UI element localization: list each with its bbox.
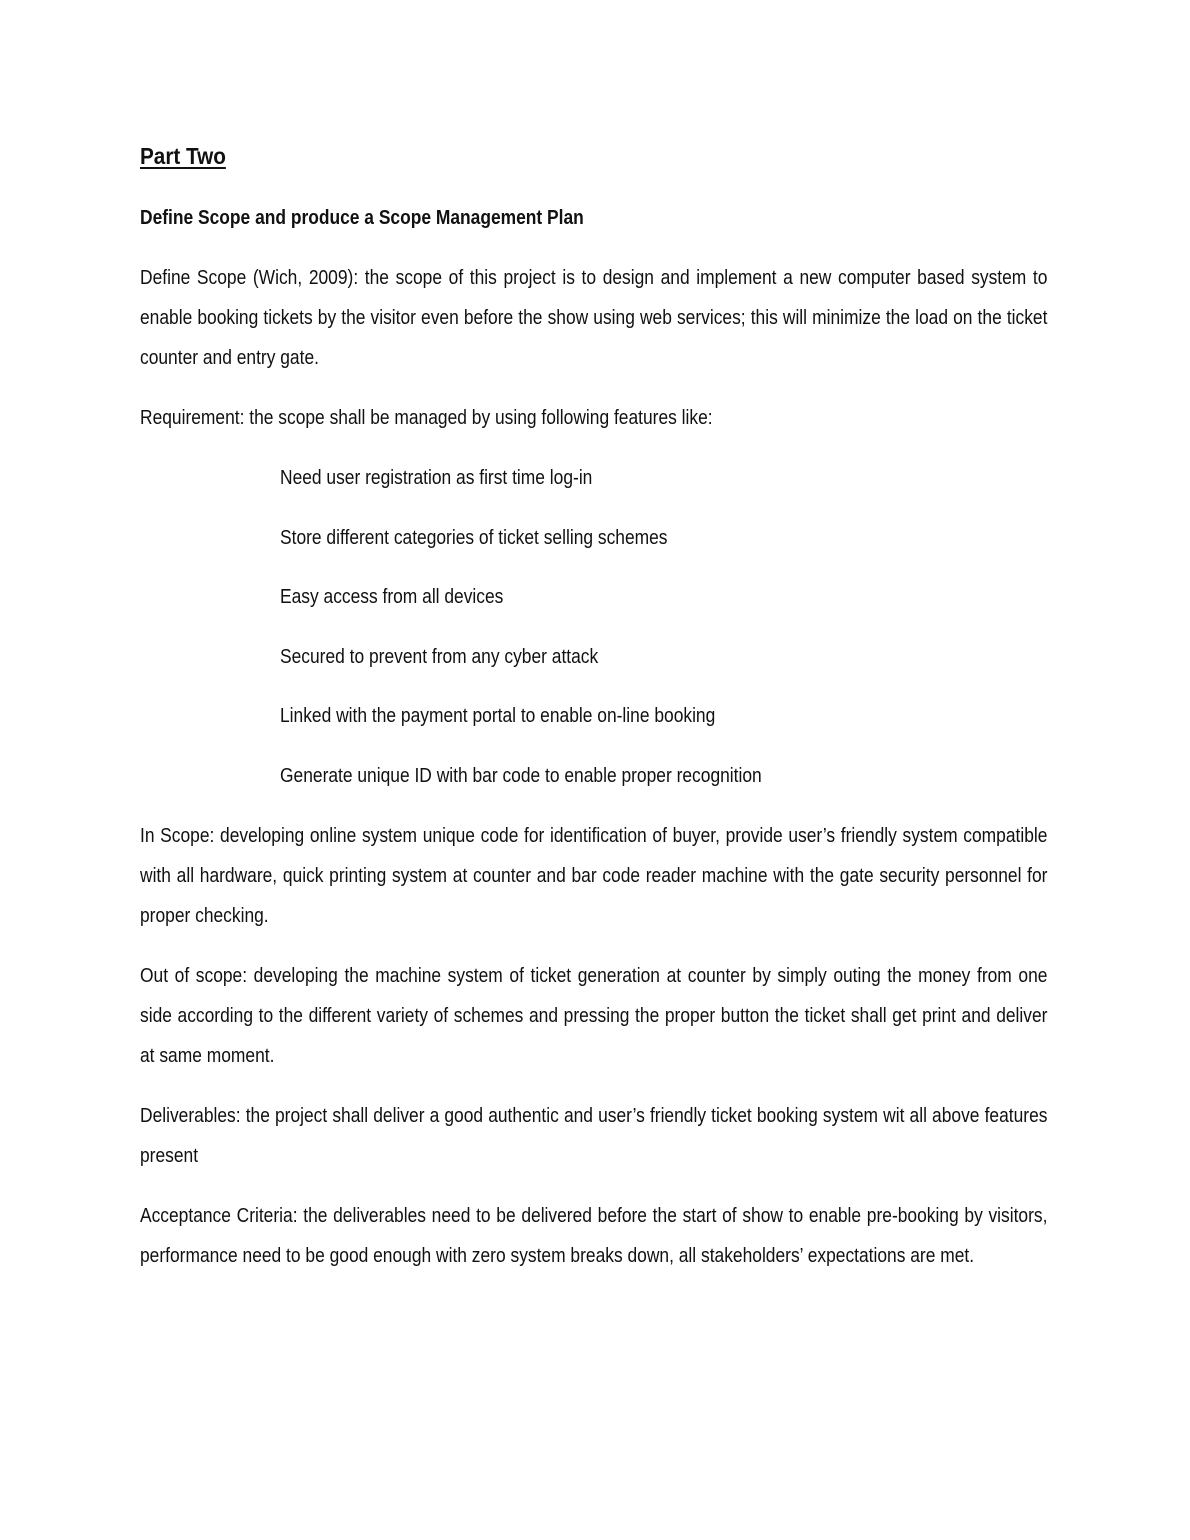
out-of-scope-paragraph [140,956,1047,1076]
list-item: Need user registration as first time log-in [280,467,593,489]
list-item: Secured to prevent from any cyber attack [280,645,599,668]
define-scope-paragraph [140,258,1047,378]
deliverables-text: Deliverables: the project shall deliver a good authentic and user’s friendly ticket booking system wit all above features present [140,1104,1048,1167]
part-title: Part Two [140,143,226,169]
list-item: Easy access from all devices [280,586,504,609]
in-scope-paragraph [140,816,1047,936]
list-item: Linked with the payment portal to enable on-line booking [280,705,716,728]
list-item: Store different categories of ticket selling schemes [280,526,668,549]
section-heading: Define Scope and produce a Scope Management Plan [140,207,584,229]
acceptance-criteria-text: Acceptance Criteria: the deliverables need to be delivered before the start of show to enable pre-booking by visitors, performance need to be good enough with zero system breaks down, all stakeholders’ expectations are met. [140,1204,1048,1267]
in-scope-text: In Scope: developing online system unique code for identification of buyer, provide user’s friendly system compatible with all hardware, quick printing system at counter and bar code reader machine with the gate security personnel for proper checking. [140,824,1048,927]
document-page [140,138,1047,1276]
requirement-intro-paragraph [140,398,1047,438]
define-scope-text: Define Scope (Wich, 2009): the scope of this project is to design and implement a new computer based system to enable booking tickets by the visitor even before the show using web services; this will minimize the load on the ticket counter and entry gate. [140,267,1048,369]
deliverables-paragraph [140,1096,1047,1176]
requirements-list [140,458,1047,796]
list-item: Generate unique ID with bar code to enable proper recognition [280,764,762,787]
acceptance-criteria-paragraph [140,1196,1047,1276]
requirement-intro-text: Requirement: the scope shall be managed by using following features like: [140,407,713,429]
out-of-scope-text: Out of scope: developing the machine system of ticket generation at counter by simply outing the money from one side according to the different variety of schemes and pressing the proper button the ticket shall get print and deliver at same moment. [140,964,1048,1067]
